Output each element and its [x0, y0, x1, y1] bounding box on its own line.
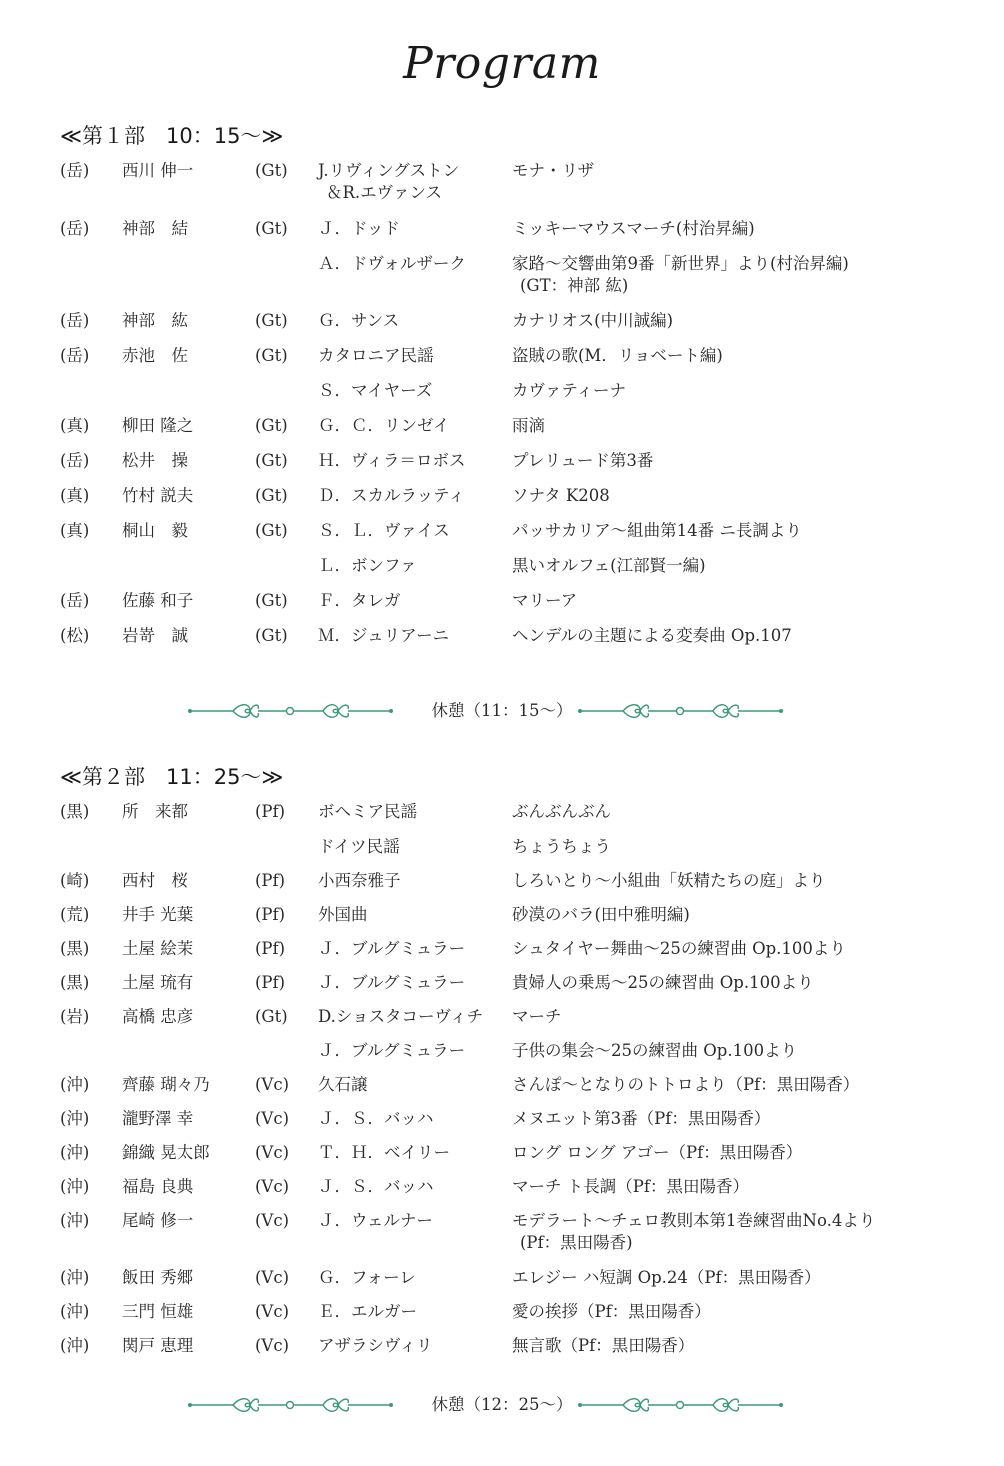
piece-title	[512, 160, 594, 182]
composer	[318, 1040, 465, 1062]
composer	[318, 1074, 368, 1096]
performer-name	[122, 160, 193, 182]
school-text: (岩)	[60, 1007, 90, 1026]
performer-name	[122, 904, 193, 926]
school	[60, 1267, 89, 1289]
composer	[318, 1301, 417, 1323]
performer-name	[122, 1267, 193, 1289]
composer	[318, 590, 401, 612]
composer-text: 小西奈雅子	[318, 871, 401, 890]
ornament-right-icon	[578, 699, 783, 723]
performer-name-text: 関戸 恵理	[122, 1336, 194, 1355]
school	[60, 1335, 89, 1357]
piece-title	[512, 1040, 797, 1062]
page-title: Program	[403, 38, 601, 89]
composer	[318, 1267, 416, 1289]
instrument-text: (Pf)	[255, 973, 286, 992]
performer-name-text: 神部 紘	[122, 311, 188, 330]
piece-title	[512, 1335, 694, 1357]
instrument	[255, 160, 288, 182]
instrument	[255, 904, 285, 926]
performer-name	[122, 1108, 193, 1130]
school-text: (沖)	[60, 1336, 90, 1355]
instrument-text: (Vc)	[255, 1109, 290, 1128]
school-text: (黒)	[60, 802, 90, 821]
piece-title	[512, 1176, 749, 1198]
piece-title	[512, 450, 653, 472]
school	[60, 938, 89, 960]
piece-title-text: メヌエット第3番（Pf：黒田陽香）	[512, 1109, 771, 1128]
school	[60, 1176, 89, 1198]
instrument	[255, 1006, 288, 1028]
school-text: (沖)	[60, 1177, 90, 1196]
piece-title	[512, 485, 610, 507]
composer	[318, 972, 465, 994]
composer	[318, 801, 417, 823]
piece-title	[512, 1301, 711, 1323]
performer-name-text: 西村 桜	[122, 871, 188, 890]
composer	[318, 1006, 483, 1028]
piece-title-text: 子供の集会～25の練習曲 Op.100より	[512, 1041, 798, 1060]
composer-text: Ｍ．ジュリアーニ	[318, 626, 450, 645]
instrument	[255, 310, 288, 332]
performer-name-text: 西川 伸一	[122, 161, 194, 180]
composer	[318, 555, 417, 577]
composer	[318, 450, 466, 472]
instrument-text: (Gt)	[255, 311, 288, 330]
performer-name	[122, 590, 193, 612]
instrument	[255, 1176, 289, 1198]
performer-name-text: 井手 光葉	[122, 905, 194, 924]
piece-title	[512, 218, 755, 240]
composer	[318, 625, 449, 647]
performer-name	[122, 450, 188, 472]
piece-title-text: カナリオス(中川誠編)	[512, 311, 674, 330]
school	[60, 1006, 89, 1028]
piece-title-text: ミッキーマウスマーチ(村治昇編)	[512, 219, 755, 238]
school-text: (岳)	[60, 591, 90, 610]
performer-name-text: 神部 結	[122, 219, 188, 238]
composer	[318, 520, 450, 542]
piece-title-text: ロング ロング アゴー（Pf：黒田陽香）	[512, 1143, 803, 1162]
piece-title-text: さんぽ～となりのトトロより（Pf：黒田陽香）	[512, 1075, 860, 1094]
performer-name	[122, 801, 188, 823]
piece-title-text: 砂漠のバラ(田中雅明編)	[512, 905, 690, 924]
piece-title	[512, 972, 814, 994]
instrument-text: (Pf)	[255, 802, 286, 821]
instrument-text: (Gt)	[255, 451, 288, 470]
piece-title-text: マーチ	[512, 1007, 562, 1026]
school	[60, 450, 89, 472]
composer	[318, 1142, 450, 1164]
piece-title	[512, 520, 802, 542]
piece-title	[512, 415, 545, 437]
school-text: (沖)	[60, 1143, 90, 1162]
composer	[318, 253, 466, 275]
instrument	[255, 972, 285, 994]
composer-text: Ｇ．フォーレ	[318, 1268, 416, 1287]
piece-title-text: カヴァティーナ	[512, 381, 627, 400]
piece-title-text: ぶんぶんぶん	[512, 802, 611, 821]
instrument-text: (Vc)	[255, 1268, 290, 1287]
piece-title-text: マーチ ト長調（Pf：黒田陽香）	[512, 1177, 749, 1196]
piece-title-text: プレリュード第3番	[512, 451, 654, 470]
school	[60, 218, 89, 240]
instrument-text: (Gt)	[255, 626, 288, 645]
composer-text: 外国曲	[318, 905, 368, 924]
performer-name-text: 柳田 隆之	[122, 416, 194, 435]
composer	[318, 1176, 434, 1198]
performer-name-text: 岩嵜 誠	[122, 626, 188, 645]
school	[60, 1301, 89, 1323]
piece-title	[512, 801, 611, 823]
piece-title-text: 無言歌（Pf：黒田陽香）	[512, 1336, 695, 1355]
ornament-right-icon	[578, 1393, 783, 1417]
composer-continuation: ＆R.エヴァンス	[326, 183, 443, 202]
instrument-text: (Vc)	[255, 1211, 290, 1230]
school	[60, 485, 89, 507]
performer-name	[122, 345, 188, 367]
school	[60, 801, 89, 823]
piece-title-text: ヘンデルの主題による変奏曲 Op.107	[512, 626, 792, 645]
part-2-heading: ≪第２部 11：25～≫	[60, 765, 284, 789]
school	[60, 870, 89, 892]
composer	[318, 345, 434, 367]
performer-name-text: 竹村 説夫	[122, 486, 194, 505]
performer-name	[122, 520, 188, 542]
composer-text: D.ショスタコーヴィチ	[318, 1007, 484, 1026]
school	[60, 160, 89, 182]
performer-name-text: 赤池 佐	[122, 346, 188, 365]
instrument-text: (Vc)	[255, 1177, 290, 1196]
school	[60, 520, 89, 542]
instrument	[255, 485, 288, 507]
composer-text: Ｊ．ドッド	[318, 219, 400, 238]
performer-name-text: 三門 恒雄	[122, 1302, 194, 1321]
composer-text: カタロニア民謡	[318, 346, 434, 365]
instrument-text: (Gt)	[255, 591, 288, 610]
intermission-label: 休憩（11：15～）	[431, 701, 573, 720]
piece-title-text: 家路～交響曲第9番「新世界」より(村治昇編)	[512, 254, 849, 273]
composer-text: Ｅ．エルガー	[318, 1302, 417, 1321]
performer-name-text: 錦織 晃太郎	[122, 1143, 210, 1162]
school	[60, 415, 89, 437]
performer-name	[122, 415, 193, 437]
composer-text: Ｊ．Ｓ．バッハ	[318, 1109, 434, 1128]
composer-text: Ａ．ドヴォルザーク	[318, 254, 466, 273]
school	[60, 1074, 89, 1096]
piece-title-text: ちょうちょう	[512, 837, 611, 856]
performer-name-text: 土屋 絵茉	[122, 939, 194, 958]
performer-name-text: 高橋 忠彦	[122, 1007, 194, 1026]
piece-title	[512, 938, 846, 960]
performer-name	[122, 1176, 193, 1198]
instrument	[255, 590, 288, 612]
piece-title-text: ソナタ K208	[512, 486, 610, 505]
composer-text: Ｊ．Ｓ．バッハ	[318, 1177, 434, 1196]
piece-title	[512, 1006, 562, 1028]
composer-text: Ｌ．ボンファ	[318, 556, 417, 575]
piece-title-text: モナ・リザ	[512, 161, 595, 180]
composer-text: Ｈ．ヴィラ＝ロボス	[318, 451, 466, 470]
performer-name-text: 所 来都	[122, 802, 188, 821]
performer-name-text: 松井 操	[122, 451, 188, 470]
instrument-text: (Vc)	[255, 1336, 290, 1355]
piece-title	[512, 310, 673, 332]
piece-title	[512, 1142, 802, 1164]
performer-name	[122, 938, 193, 960]
school-text: (荒)	[60, 905, 90, 924]
school	[60, 625, 89, 647]
performer-name-text: 佐藤 和子	[122, 591, 194, 610]
school-text: (黒)	[60, 939, 90, 958]
composer	[318, 1335, 433, 1357]
intermission-label: 休憩（12：25～）	[431, 1395, 573, 1414]
instrument-text: (Gt)	[255, 521, 288, 540]
school-text: (沖)	[60, 1109, 90, 1128]
piece-title-text: 愛の挨拶（Pf：黒田陽香）	[512, 1302, 711, 1321]
composer	[318, 870, 401, 892]
performer-name	[122, 625, 188, 647]
piece-title-text: 貴婦人の乗馬～25の練習曲 Op.100より	[512, 973, 814, 992]
intermission-2	[0, 1393, 1004, 1417]
composer-text: J.リヴィングストン	[318, 161, 460, 180]
composer-text: Ｓ．マイヤーズ	[318, 381, 433, 400]
piece-title	[512, 1108, 770, 1130]
composer	[318, 160, 459, 204]
school-text: (岳)	[60, 451, 90, 470]
part-1-heading: ≪第１部 10：15～≫	[60, 124, 284, 148]
piece-title-text: エレジー ハ短調 Op.24（Pf：黒田陽香）	[512, 1268, 821, 1287]
performer-name-text: 桐山 毅	[122, 521, 188, 540]
instrument-text: (Pf)	[255, 905, 286, 924]
performer-name-text: 尾崎 修一	[122, 1211, 194, 1230]
composer-text: Ｇ．Ｃ．リンゼイ	[318, 416, 450, 435]
piece-title-text: モデラート～チェロ教則本第1巻練習曲No.4より	[512, 1211, 876, 1230]
instrument	[255, 938, 285, 960]
composer-text: アザラシヴィリ	[318, 1336, 433, 1355]
school	[60, 904, 89, 926]
school	[60, 1108, 89, 1130]
composer-text: Ｆ．タレガ	[318, 591, 401, 610]
school-text: (岳)	[60, 219, 90, 238]
instrument-text: (Vc)	[255, 1075, 290, 1094]
composer	[318, 1210, 433, 1232]
instrument-text: (Vc)	[255, 1143, 290, 1162]
composer-text: Ｄ．スカルラッティ	[318, 486, 465, 505]
piece-title-continuation: (Pf：黒田陽香)	[520, 1233, 633, 1252]
composer	[318, 836, 400, 858]
composer	[318, 485, 465, 507]
instrument	[255, 450, 288, 472]
performer-name	[122, 1301, 193, 1323]
composer	[318, 380, 432, 402]
school-text: (真)	[60, 416, 90, 435]
composer-text: 久石譲	[318, 1075, 368, 1094]
performer-name	[122, 1210, 193, 1232]
school	[60, 345, 89, 367]
school	[60, 310, 89, 332]
piece-title-text: シュタイヤー舞曲～25の練習曲 Op.100より	[512, 939, 846, 958]
piece-title-text: パッサカリア～組曲第14番 ニ長調より	[512, 521, 802, 540]
composer-text: Ｊ．ブルグミュラー	[318, 973, 466, 992]
piece-title-text: マリーア	[512, 591, 578, 610]
piece-title-text: しろいとり～小組曲「妖精たちの庭」より	[512, 871, 826, 890]
composer-text: ボヘミア民謡	[318, 802, 417, 821]
piece-title	[512, 625, 792, 647]
composer-text: Ｓ．Ｌ．ヴァイス	[318, 521, 450, 540]
performer-name-text: 土屋 琉有	[122, 973, 194, 992]
instrument	[255, 415, 288, 437]
performer-name	[122, 1142, 210, 1164]
composer	[318, 938, 465, 960]
performer-name	[122, 870, 188, 892]
composer	[318, 1108, 434, 1130]
piece-title	[512, 253, 849, 297]
piece-title	[512, 870, 826, 892]
performer-name	[122, 485, 193, 507]
piece-title	[512, 590, 577, 612]
piece-title-text: 盗賊の歌(M．リョベート編)	[512, 346, 723, 365]
performer-name	[122, 1074, 210, 1096]
instrument	[255, 218, 288, 240]
performer-name	[122, 1006, 193, 1028]
instrument	[255, 520, 288, 542]
school-text: (真)	[60, 486, 90, 505]
composer-text: Ｔ．Ｈ．ベイリー	[318, 1143, 450, 1162]
instrument-text: (Gt)	[255, 346, 288, 365]
performer-name	[122, 1335, 193, 1357]
school-text: (沖)	[60, 1211, 90, 1230]
piece-title-text: 黒いオルフェ(江部賢一編)	[512, 556, 706, 575]
instrument-text: (Gt)	[255, 1007, 288, 1026]
school-text: (沖)	[60, 1268, 90, 1287]
school-text: (岳)	[60, 311, 90, 330]
instrument	[255, 625, 288, 647]
instrument-text: (Gt)	[255, 161, 288, 180]
piece-title	[512, 836, 611, 858]
school-text: (崎)	[60, 871, 90, 890]
composer-text: ドイツ民謡	[318, 837, 400, 856]
school	[60, 1210, 89, 1232]
instrument-text: (Pf)	[255, 871, 286, 890]
instrument	[255, 801, 285, 823]
piece-title	[512, 904, 690, 926]
composer	[318, 218, 400, 240]
piece-title-text: 雨滴	[512, 416, 545, 435]
instrument	[255, 1108, 289, 1130]
instrument	[255, 1335, 289, 1357]
piece-title	[512, 555, 706, 577]
composer-text: Ｊ．ウェルナー	[318, 1211, 433, 1230]
instrument	[255, 870, 285, 892]
performer-name-text: 齊藤 瑚々乃	[122, 1075, 210, 1094]
instrument-text: (Gt)	[255, 416, 288, 435]
piece-title	[512, 1210, 875, 1254]
performer-name	[122, 218, 188, 240]
composer-text: Ｇ．サンス	[318, 311, 400, 330]
instrument-text: (Gt)	[255, 486, 288, 505]
instrument-text: (Gt)	[255, 219, 288, 238]
instrument-text: (Pf)	[255, 939, 286, 958]
instrument-text: (Vc)	[255, 1302, 290, 1321]
performer-name-text: 福島 良典	[122, 1177, 194, 1196]
performer-name	[122, 310, 188, 332]
instrument	[255, 1267, 289, 1289]
school-text: (黒)	[60, 973, 90, 992]
piece-title	[512, 380, 626, 402]
performer-name	[122, 972, 193, 994]
instrument	[255, 1210, 289, 1232]
intermission-1	[0, 699, 1004, 723]
school-text: (沖)	[60, 1075, 90, 1094]
composer-text: Ｊ．ブルグミュラー	[318, 1041, 466, 1060]
performer-name-text: 飯田 秀郷	[122, 1268, 194, 1287]
piece-title	[512, 1267, 821, 1289]
school-text: (岳)	[60, 161, 90, 180]
composer	[318, 415, 450, 437]
piece-title-continuation: (GT：神部 紘)	[520, 276, 629, 295]
school-text: (沖)	[60, 1302, 90, 1321]
instrument	[255, 345, 288, 367]
composer-text: Ｊ．ブルグミュラー	[318, 939, 466, 958]
instrument	[255, 1142, 289, 1164]
school	[60, 972, 89, 994]
piece-title	[512, 345, 723, 367]
performer-name-text: 瀧野澤 幸	[122, 1109, 194, 1128]
school	[60, 1142, 89, 1164]
composer	[318, 310, 399, 332]
school-text: (真)	[60, 521, 90, 540]
school-text: (岳)	[60, 346, 90, 365]
school-text: (松)	[60, 626, 90, 645]
piece-title	[512, 1074, 859, 1096]
school	[60, 590, 89, 612]
composer	[318, 904, 368, 926]
instrument	[255, 1074, 289, 1096]
instrument	[255, 1301, 289, 1323]
